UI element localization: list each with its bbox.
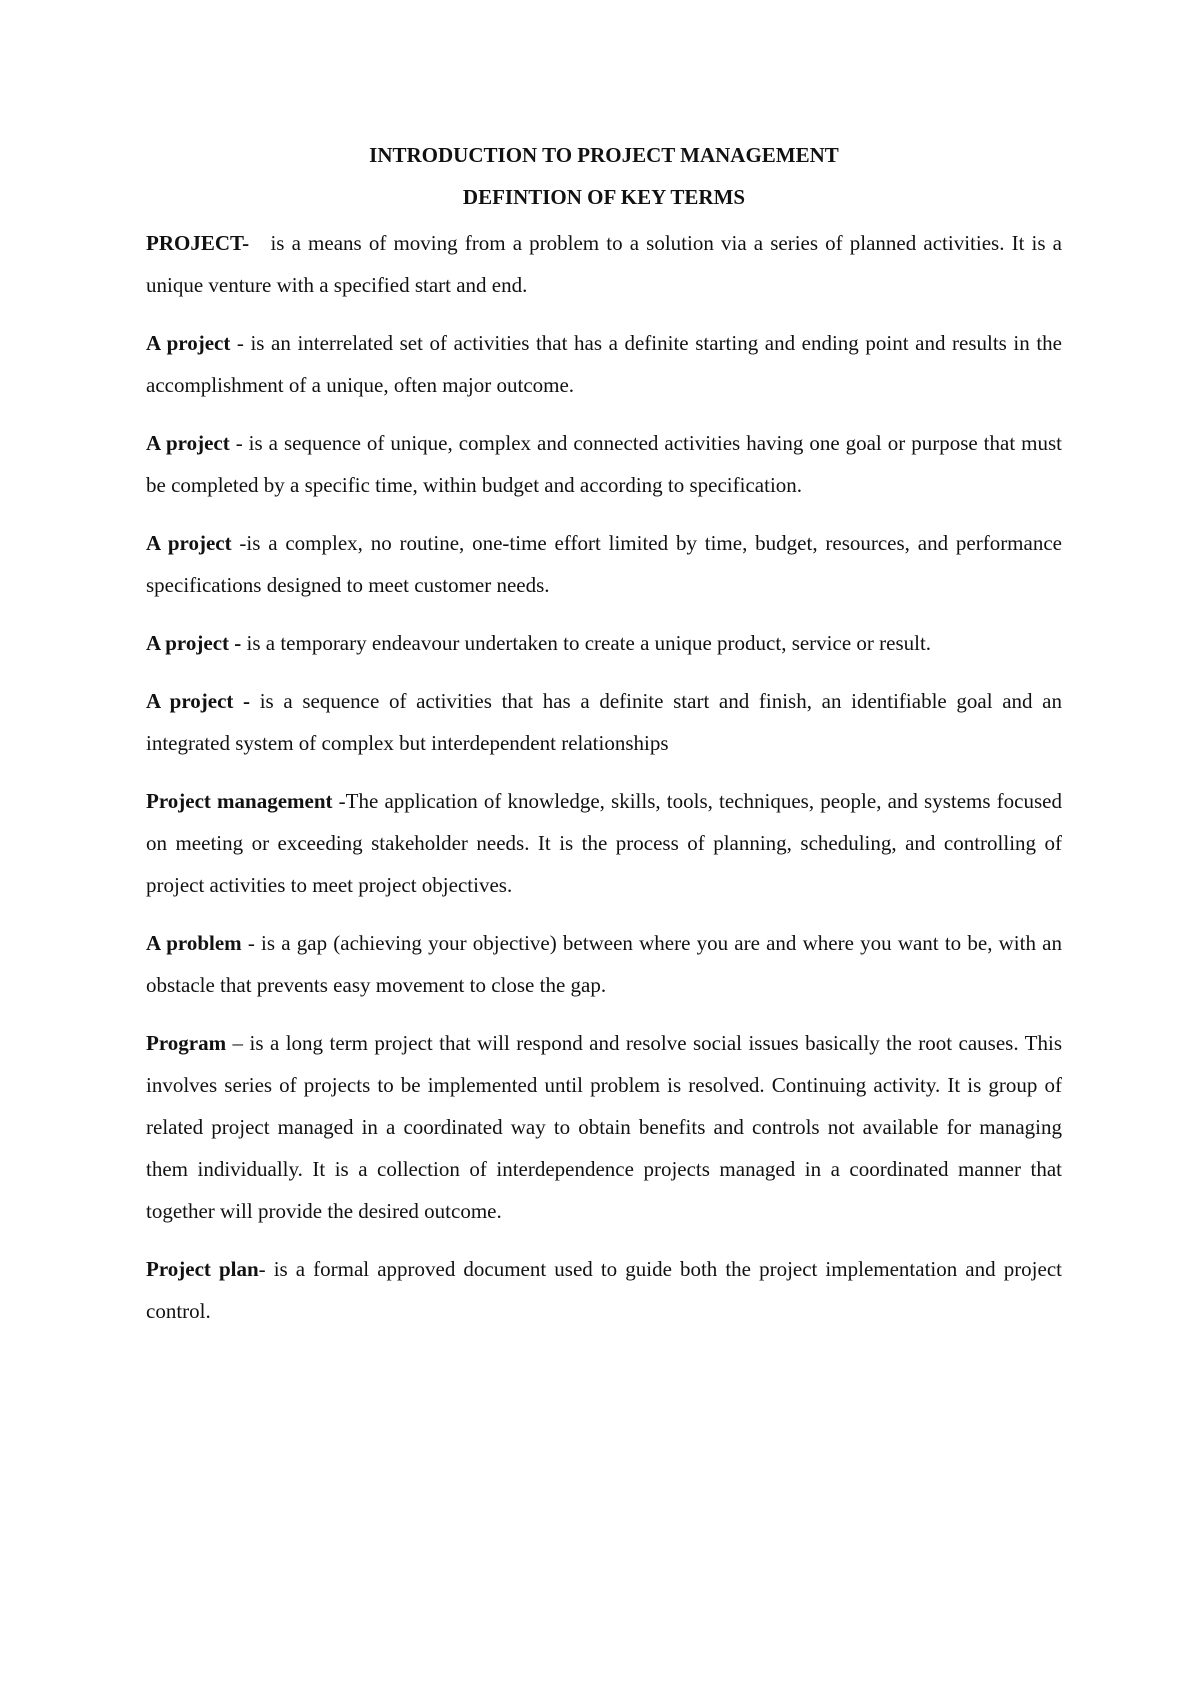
definition-entry <box>146 522 1062 606</box>
definition-entry <box>146 422 1062 506</box>
document-title: INTRODUCTION TO PROJECT MANAGEMENT <box>369 143 839 167</box>
definition-term: A problem <box>146 931 242 955</box>
definition-text: is a sequence of activities that has a definite start and finish, an identifiable goal and an integrated system of complex but interdependent relationships <box>146 689 1062 755</box>
document-body <box>146 142 1068 1332</box>
definition-entry <box>146 622 1062 664</box>
definition-text: is a means of moving from a problem to a solution via a series of planned activities. It is a unique venture with a specified start and end. <box>146 231 1068 297</box>
definition-entry <box>146 1248 1062 1332</box>
definition-entry <box>146 222 1068 306</box>
definition-term: A project <box>146 531 232 555</box>
document-subtitle: DEFINTION OF KEY TERMS <box>462 185 746 209</box>
definition-text: -is a complex, no routine, one-time effort limited by time, budget, resources, and performance specifications designed to meet customer needs. <box>146 531 1062 597</box>
definition-term: Project plan <box>146 1257 259 1281</box>
definition-term: A project - <box>146 689 251 713</box>
definition-term: Program <box>146 1031 227 1055</box>
definition-term: A project <box>146 431 230 455</box>
definition-text: - is a formal approved document used to guide both the project implementation and project control. <box>146 1257 1062 1323</box>
definition-text: - is a sequence of unique, complex and connected activities having one goal or purpose that must be completed by a specific time, within budget and according to specification. <box>146 431 1062 497</box>
definition-text: - is an interrelated set of activities that has a definite starting and ending point and results in the accomplishment of a unique, often major outcome. <box>146 331 1062 397</box>
definition-text: – is a long term project that will respond and resolve social issues basically the root causes. This involves series of projects to be implemented until problem is resolved. Continuing activity. It is group of related project managed in a coordinated way to obtain benefits and controls not available for managing them individually. It is a collection of interdependence projects managed in a coordinated manner that together will provide the desired outcome. <box>146 1031 1062 1223</box>
definition-text: - is a gap (achieving your objective) between where you are and where you want to be, with an obstacle that prevents easy movement to close the gap. <box>146 931 1062 997</box>
definition-term: PROJECT- <box>146 231 250 255</box>
definition-entry <box>146 1022 1062 1232</box>
definition-entry <box>146 680 1062 764</box>
definition-text: is a temporary endeavour undertaken to create a unique product, service or result. <box>241 631 932 655</box>
definition-text: -The application of knowledge, skills, tools, techniques, people, and systems focused on meeting or exceeding stakeholder needs. It is the process of planning, scheduling, and controlling of project activities to meet project objectives. <box>146 789 1062 897</box>
definition-entry <box>146 322 1062 406</box>
definition-entry <box>146 922 1062 1006</box>
definition-entry <box>146 780 1062 906</box>
definition-term: A project <box>146 331 231 355</box>
definition-term: A project - <box>146 631 242 655</box>
definition-term: Project management <box>146 789 333 813</box>
